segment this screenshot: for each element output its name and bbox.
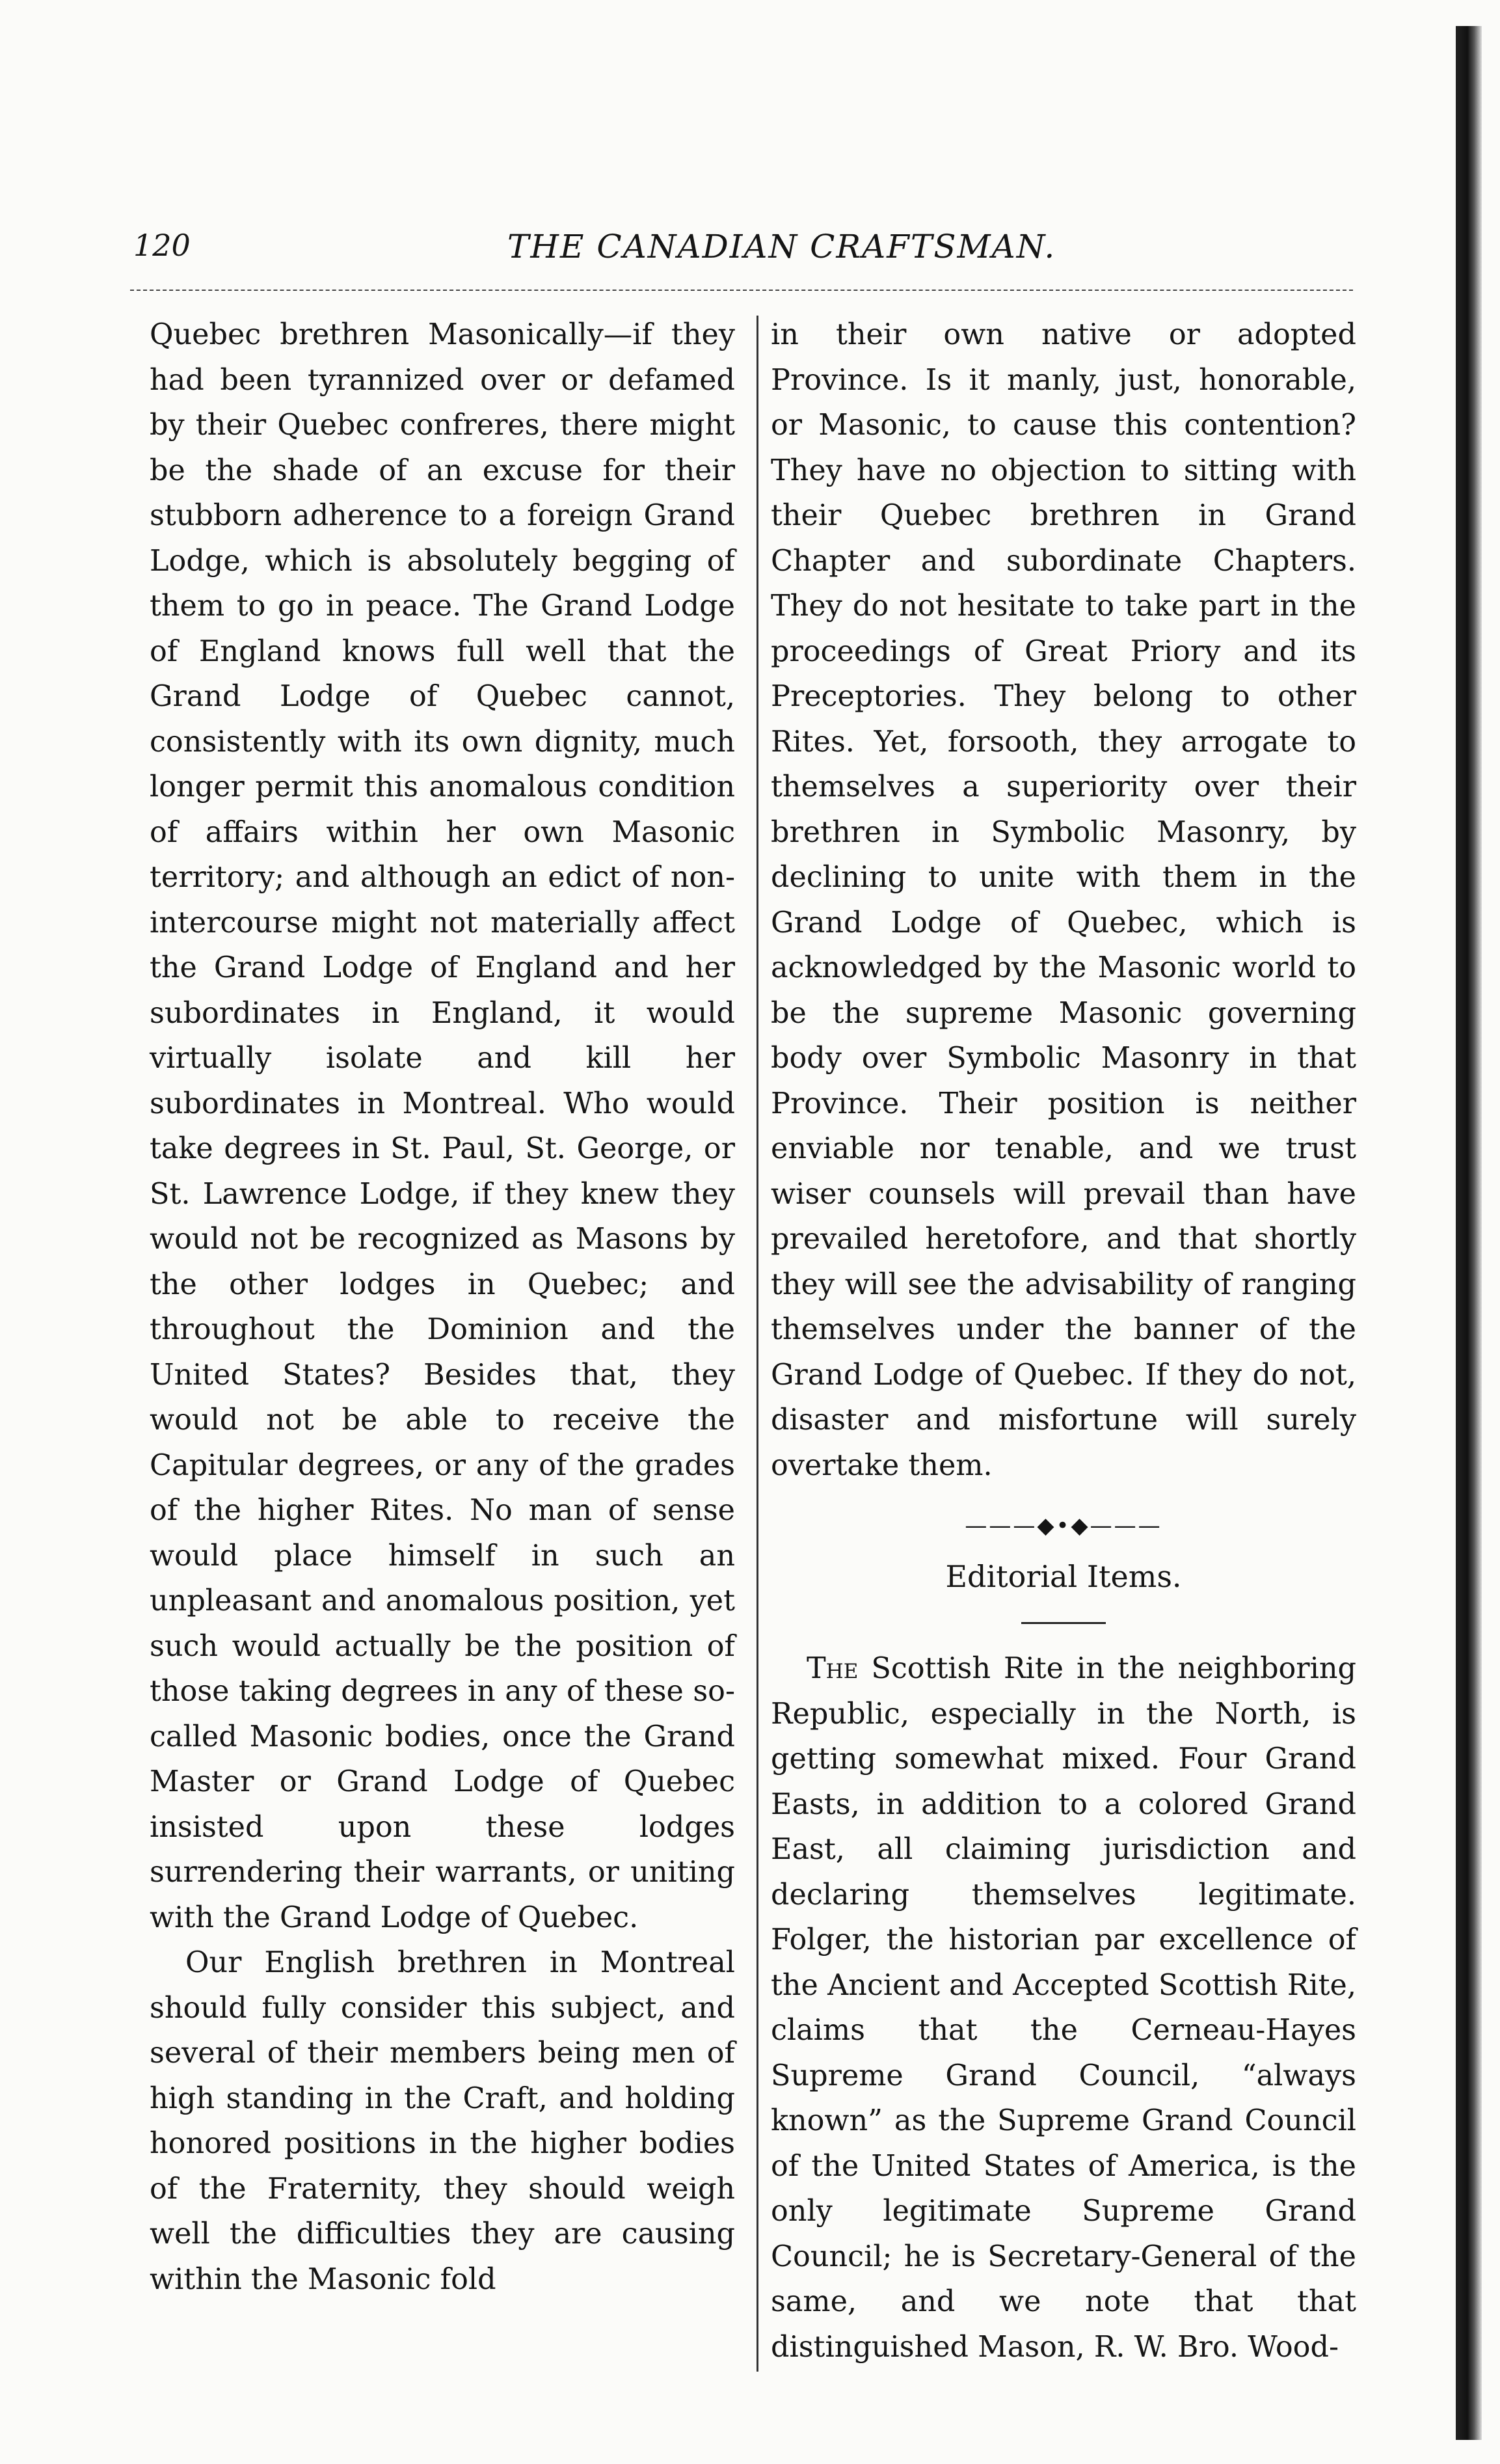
header-rule xyxy=(130,290,1353,291)
right-paragraph-1: in their own native or adopted Province. Is it manly, just, honorable, or Masonic, to cause this contention? They have no objection to sitting with their Quebec brethren in Grand Chapter and subordinate Chapters. They do not hesitate to take part in the proceedings of Great Priory and its Preceptories. They belong to other Rites. Yet, forsooth, they arrogate to themselves a superiority over their brethren in Symbolic Masonry, by declining to unite with them in the Grand Lodge of Quebec, which is acknowledged by the Masonic world to be the supreme Masonic governing body over Symbolic Masonry in that Province. Their position is neither enviable nor tenable, and we trust wiser counsels will prevail than have prevailed heretofore, and that shortly they will see the advisability of ranging themselves under the banner of the Grand Lodge of Quebec. If they do not, disaster and misfortune will surely overtake them. xyxy=(771,318,1356,1482)
running-title: THE CANADIAN CRAFTSMAN. xyxy=(507,228,1056,265)
column-divider xyxy=(757,316,758,2372)
editorial-item-lead: The xyxy=(807,1652,859,1685)
page-number: 120 xyxy=(133,228,191,263)
section-ornament: ———◆•◆——— xyxy=(965,1513,1162,1539)
left-column xyxy=(150,312,735,2302)
editorial-item-text: Scottish Rite in the neighboring Republic, especially in the North, is getting somewhat mixed. Four Grand Easts, in addition to a colored Grand East, all claiming jurisdiction and declaring themselves legitimate. Folger, the historian par excellence of the Ancient and Accepted Scottish Rite, claims that the Cerneau-Hayes Supreme Grand Council, “always known” as the Supreme Grand Council of the United States of America, is the only legitimate Supreme Grand Council; he is Secretary-General of the same, and we note that that distinguished Mason, R. W. Bro. Wood- xyxy=(771,1652,1356,2364)
page-header xyxy=(133,228,1369,273)
page-binding-edge xyxy=(1456,26,1482,2440)
editorial-item-paragraph xyxy=(771,1646,1356,2370)
left-paragraph-1: Quebec brethren Masonically—if they had been tyrannized over or defamed by their Quebec confreres, there might be the shade of an excuse for their stubborn adherence to a foreign Grand Lodge, which is absolutely begging of them to go in peace. The Grand Lodge of England knows full well that the Grand Lodge of Quebec cannot, consistently with its own dignity, much longer permit this anomalous condition of affairs within her own Masonic territory; and although an edict of non-intercourse might not materially affect the Grand Lodge of England and her subordinates in England, it would virtually isolate and kill her subordinates in Montreal. Who would take degrees in St. Paul, St. George, or St. Lawrence Lodge, if they knew they would not be recognized as Masons by the other lodges in Quebec; and throughout the Dominion and the United States? Besides that, they would not be able to receive the Capitular degrees, or any of the grades of the higher Rites. No man of sense would place himself in such an unpleasant and anomalous position, yet such would actually be the position of those taking degrees in any of these so-called Masonic bodies, once the Grand Master or Grand Lodge of Quebec insisted upon these lodges surrendering their warrants, or uniting with the Grand Lodge of Quebec. xyxy=(150,318,735,1934)
section-heading: Editorial Items. xyxy=(945,1559,1182,1594)
right-column xyxy=(771,312,1356,2370)
left-paragraph-2: Our English brethren in Montreal should fully consider this subject, and several of their members being men of high standing in the Craft, and holding honored positions in the higher bodies of the Fraternity, they should weigh well the difficulties they are causing within the Masonic fold xyxy=(150,1946,735,2296)
heading-rule xyxy=(1021,1622,1106,1624)
